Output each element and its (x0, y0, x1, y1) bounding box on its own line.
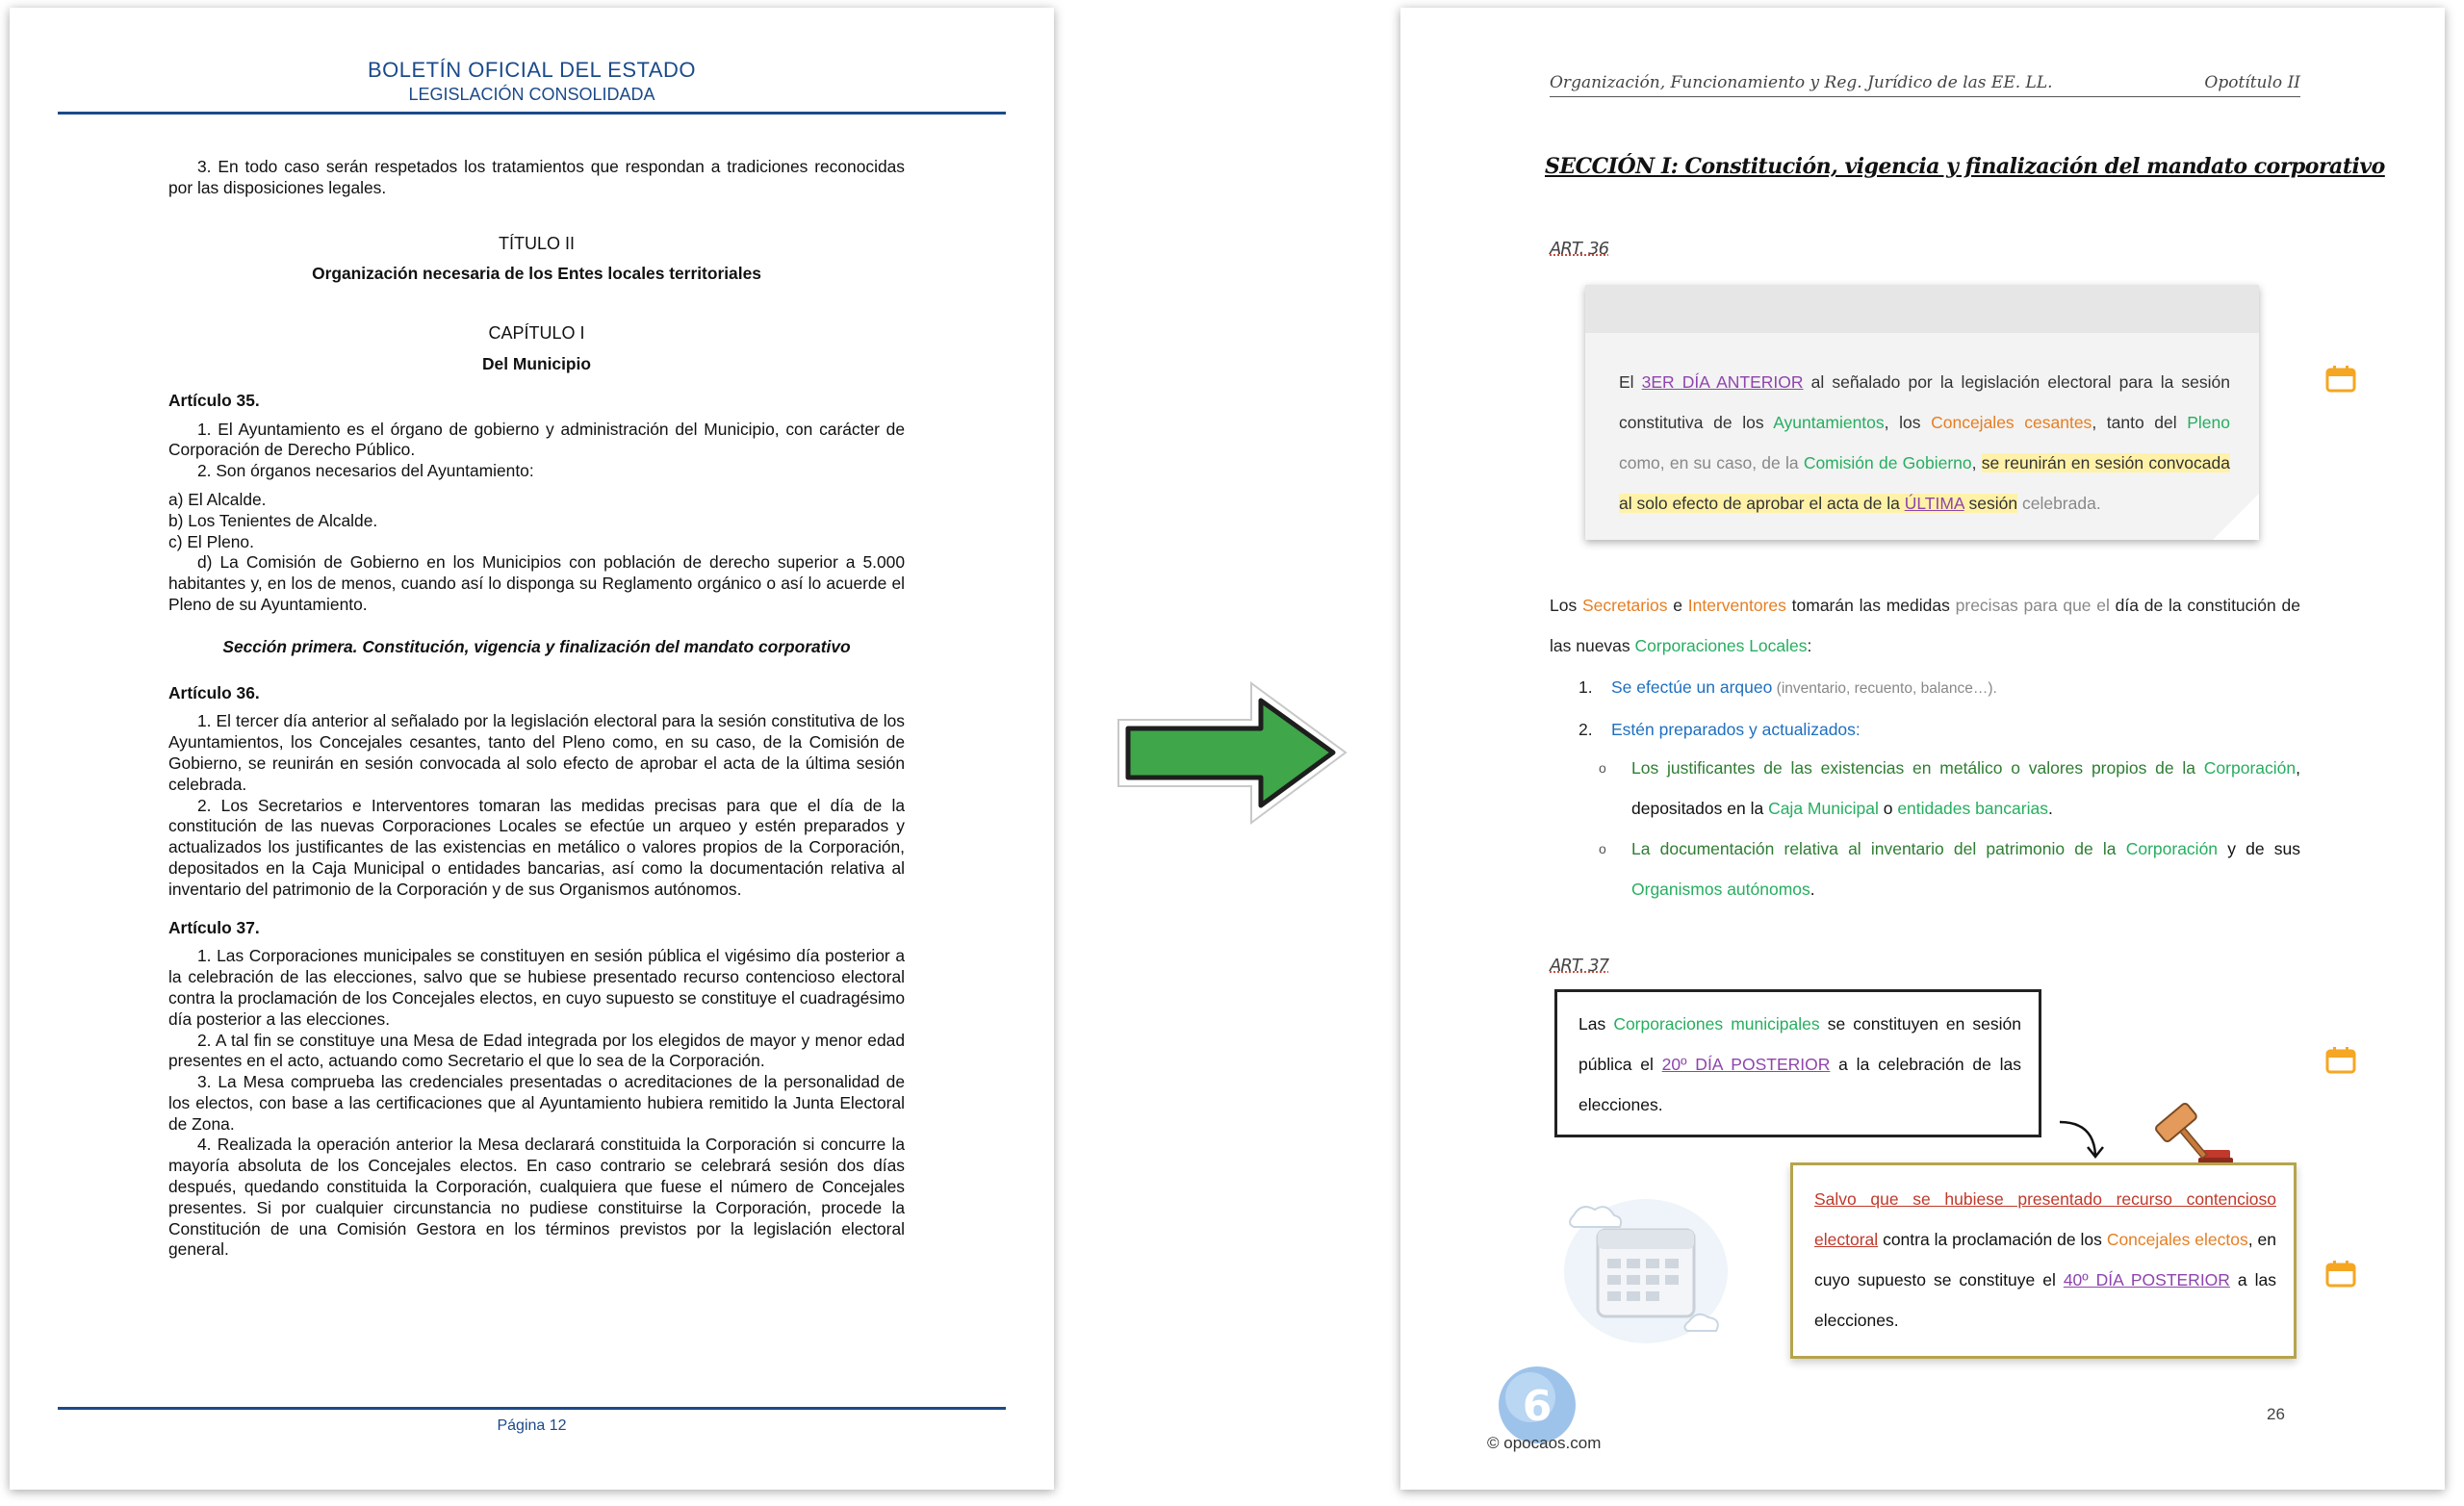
art36-tag: ART. 36 (1550, 239, 1609, 259)
calendar-icon (2325, 1047, 2356, 1074)
capitulo-name: Del Municipio (481, 353, 592, 373)
capitulo: CAPÍTULO I (488, 323, 585, 344)
bullet-icon: o (1599, 841, 1606, 856)
art36-paragraph: Los Secretarios e Interventores tomarán las medidas precisas para que el día de la constitución de las nuevas Corporaciones Locales: (1550, 596, 2300, 655)
bullet-icon: o (1599, 760, 1606, 776)
notes-header-right: Opotítulo II (2204, 73, 2300, 92)
art35-heading: Artículo 35. (168, 390, 260, 410)
art37-p2: 2. A tal fin se constituye una Mesa de Edad integrada por los elegidos de mayor y menor edad presentes en el acto, actuando como Secretario el que lo sea de la Corporación. (168, 1030, 905, 1071)
sub-item-documentacion: o La documentación relativa al inventario del patrimonio de la Corporación y de sus Organismos autónomos. (1631, 829, 2300, 909)
art37-tag: ART. 37 (1550, 956, 1609, 976)
note-band (1585, 285, 2259, 333)
art37-box (1554, 989, 2041, 1137)
note-fold (2213, 494, 2259, 540)
seccion-heading: Sección primera. Constitución, vigencia y finalización del mandato corporativo (222, 636, 851, 656)
calendar-icon (2325, 366, 2356, 393)
art35-a: a) El Alcalde. (168, 489, 267, 509)
art37-p3: 3. La Mesa comprueba las credenciales presentadas o acreditaciones de la personalidad de los electos, con base a las certificaciones que al Ayuntamiento hubiera remitido la Junta Electoral de Zona. (168, 1072, 905, 1134)
art37-exception-text: Salvo que se hubiese presentado recurso contencioso electoral contra la proclamación de los Concejales electos, en cuyo supuesto se constituye el 40º DÍA POSTERIOR a las elecciones. (1814, 1189, 2277, 1330)
copyright-text: © opocaos.com (1487, 1434, 1602, 1452)
list-item: 2. Estén preparados y actualizados: (1578, 720, 1861, 739)
notes-header-left: Organización, Funcionamiento y Reg. Jurídico de las EE. LL. (1550, 73, 2053, 92)
notes-header (1550, 73, 2300, 97)
art36-sticky-note (1585, 285, 2259, 540)
boe-footer-rule (58, 1407, 1006, 1410)
gavel-icon (2151, 1090, 2233, 1167)
boe-subtitle: LEGISLACIÓN CONSOLIDADA (408, 85, 655, 104)
boe-header-rule (58, 112, 1006, 115)
sub-item-justificantes: o Los justificantes de las existencias en metálico o valores propios de la Corporación, depositados en la Caja Municipal o entidades bancarias. (1631, 748, 2300, 829)
calendar-illustration-icon (1554, 1187, 1737, 1350)
art36-p1: 1. El tercer día anterior al señalado por la legislación electoral para la sesión constitutiva de los Ayuntamientos, los Concejales cesantes, tanto del Pleno como, en su caso, de la Comisión de Gobierno, se reunirán en sesión convocada al solo efecto de aprobar el acta de la última sesión celebrada. (168, 711, 905, 794)
svg-text:6: 6 (1522, 1382, 1553, 1431)
calendar-icon (2325, 1261, 2356, 1288)
boe-page (10, 8, 1054, 1490)
art34-p3: 3. En todo caso serán respetados los tratamientos que respondan a tradiciones reconocidas por las disposiciones legales. (168, 157, 905, 197)
art36-p2: 2. Los Secretarios e Interventores tomaran las medidas precisas para que el día de la constitución de las nuevas Corporaciones Locales se efectúe un arqueo y estén preparados y actualizados los justificantes de las existencias en metálico o valores propios de la Corporación, depositados en la Caja Municipal o entidades bancarias, así como la documentación relativa al inventario del patrimonio de la Corporación y de sus Organismos autónomos. (168, 795, 905, 899)
right-arrow-icon (1107, 674, 1357, 832)
art37-p4: 4. Realizada la operación anterior la Mesa declarará constituida la Corporación si concurre la mayoría absoluta de los Concejales electos. En caso contrario se celebrará sesión dos días después, quedando constituida la Corporación, cualquiera que fuese el número de Concejales presentes. Si por cualquier circunstancia no pudiese constituirse la Corporación, procede la Constitución de una Comisión Gestora en los términos previstos por la legislación electoral general. (168, 1135, 905, 1260)
titulo: TÍTULO II (498, 233, 575, 253)
curved-arrow-icon (2055, 1114, 2113, 1162)
notes-page (1400, 8, 2445, 1490)
boe-footer: Página 12 (497, 1417, 567, 1434)
titulo-name: Organización necesaria de los Entes locales territoriales (312, 264, 761, 284)
art36-heading: Artículo 36. (168, 682, 260, 702)
art35-p2: 2. Son órganos necesarios del Ayuntamiento: (197, 461, 534, 481)
art35-p1: 1. El Ayuntamiento es el órgano de gobierno y administración del Municipio, con carácter de Corporación de Derecho Público. (168, 419, 905, 460)
list-item: 1. Se efectúe un arqueo (inventario, recuento, balance…). (1578, 677, 1997, 697)
art35-c: c) El Pleno. (168, 531, 254, 551)
art37-box-text: Las Corporaciones municipales se constituyen en sesión pública el 20º DÍA POSTERIOR a la celebración de las elecciones. (1578, 1014, 2022, 1114)
art35-b: b) Los Tenientes de Alcalde. (168, 510, 378, 530)
boe-title: BOLETÍN OFICIAL DEL ESTADO (367, 58, 697, 82)
art37-p1: 1. Las Corporaciones municipales se constituyen en sesión pública el vigésimo día posterior a la celebración de las elecciones, salvo que se hubiese presentado recurso contencioso electoral contra la proclamación de los Concejales electos, en cuyo supuesto se constituye el cuadragésimo día posterior a las elecciones. (168, 946, 905, 1029)
section-title: SECCIÓN I: Constitución, vigencia y finalización del mandato corporativo (1545, 154, 2385, 179)
art37-heading: Artículo 37. (168, 917, 260, 937)
art37-exception-box (1790, 1162, 2297, 1359)
boe-header (58, 58, 1006, 105)
boe-body (168, 157, 905, 1261)
page-number: 26 (2267, 1405, 2285, 1423)
art36-list (1578, 667, 2300, 750)
art36-note-text: El 3ER DÍA ANTERIOR al señalado por la legislación electoral para la sesión constitutiva de los Ayuntamientos, los Concejales cesantes, tanto del Pleno como, en su caso, de la Comisión de Gobierno, se reunirán en sesión convocada al solo efecto de aprobar el acta de la ÚLTIMA sesión celebrada. (1619, 372, 2230, 513)
art35-d: d) La Comisión de Gobierno en los Municipios con población de derecho superior a 5.000 habitantes y, en los de menos, cuando así lo disponga su Reglamento orgánico o así lo acuerde el Pleno de su Ayuntamiento. (168, 552, 905, 614)
